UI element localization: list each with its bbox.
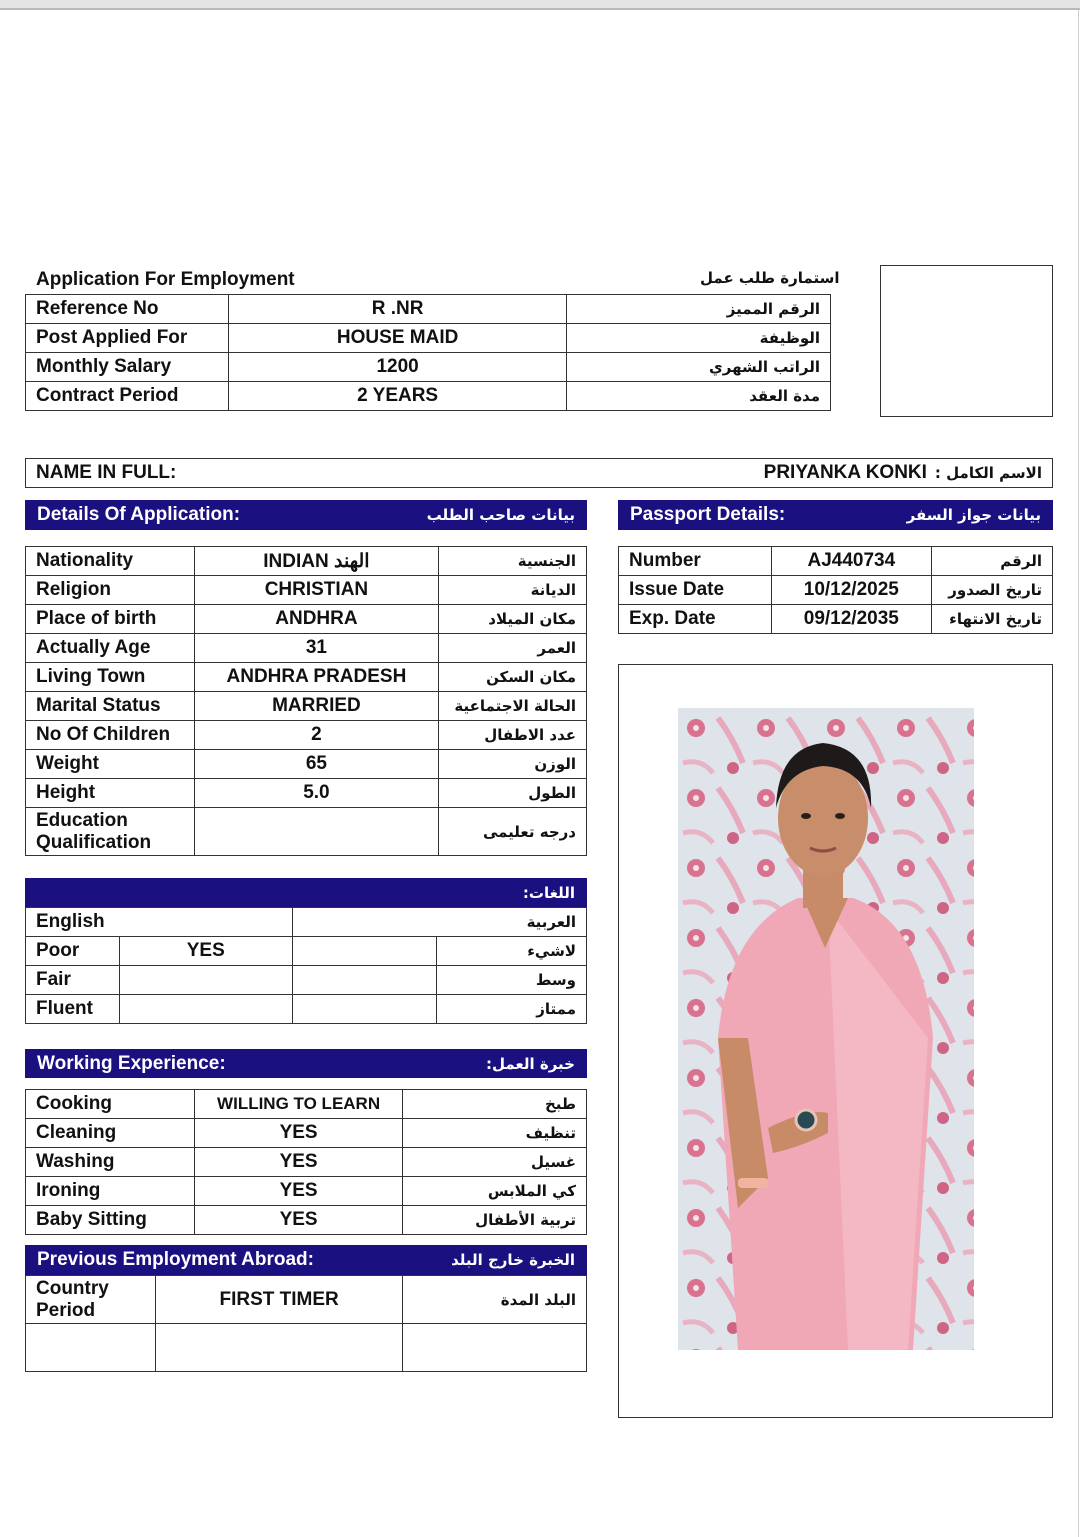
row-label-arabic: درجه تعليمى bbox=[439, 808, 587, 856]
row-label-arabic: الوظيفة bbox=[567, 324, 831, 353]
row-label-arabic: مكان الميلاد bbox=[439, 605, 587, 634]
arabic-value bbox=[292, 995, 437, 1024]
row-label-arabic: غسيل bbox=[403, 1148, 587, 1177]
photo-frame bbox=[618, 664, 1053, 1418]
languages-header-ar: اللغات: bbox=[522, 883, 575, 902]
table-row bbox=[619, 605, 1053, 634]
ironing-value: YES bbox=[194, 1177, 403, 1206]
row-label: Cooking bbox=[26, 1090, 195, 1119]
cleaning-value: YES bbox=[194, 1119, 403, 1148]
english-fair-value bbox=[119, 966, 292, 995]
row-label-arabic: لاشيء bbox=[437, 937, 587, 966]
viewer-top-bar bbox=[0, 0, 1080, 10]
row-label-arabic: الوزن bbox=[439, 750, 587, 779]
details-section-header bbox=[25, 500, 587, 530]
row-label: Fair bbox=[26, 966, 120, 995]
row-label: Post Applied For bbox=[26, 324, 229, 353]
table-row bbox=[26, 808, 587, 856]
row-label-arabic: الرقم المميز bbox=[567, 295, 831, 324]
photo-illustration bbox=[678, 708, 974, 1350]
passport-header-ar: بيانات جواز السفر bbox=[906, 506, 1041, 524]
row-label: Issue Date bbox=[619, 576, 772, 605]
form-title: Application For Employment bbox=[36, 269, 295, 290]
abroad-table bbox=[25, 1275, 587, 1372]
row-label: Baby Sitting bbox=[26, 1206, 195, 1235]
passport-number-value: AJ440734 bbox=[771, 547, 931, 576]
experience-table bbox=[25, 1089, 587, 1235]
row-label: Education Qualification bbox=[26, 808, 195, 856]
table-row bbox=[26, 779, 587, 808]
table-row bbox=[26, 353, 831, 382]
table-row bbox=[26, 605, 587, 634]
row-label: No Of Children bbox=[26, 721, 195, 750]
row-label: Living Town bbox=[26, 663, 195, 692]
row-label: Height bbox=[26, 779, 195, 808]
abroad-header-en: Previous Employment Abroad: bbox=[37, 1249, 314, 1270]
row-label-arabic: مدة العقد bbox=[567, 382, 831, 411]
row-label-arabic: مكان السكن bbox=[439, 663, 587, 692]
row-label-arabic: وسط bbox=[437, 966, 587, 995]
row-label: Washing bbox=[26, 1148, 195, 1177]
table-row bbox=[26, 576, 587, 605]
washing-value: YES bbox=[194, 1148, 403, 1177]
row-label: Place of birth bbox=[26, 605, 195, 634]
row-label: Weight bbox=[26, 750, 195, 779]
table-row bbox=[26, 1119, 587, 1148]
table-row bbox=[26, 1177, 587, 1206]
table-row bbox=[26, 1276, 587, 1324]
row-label: Monthly Salary bbox=[26, 353, 229, 382]
row-label-arabic: الطول bbox=[439, 779, 587, 808]
row-label-arabic: الراتب الشهري bbox=[567, 353, 831, 382]
row-label-arabic: الرقم bbox=[932, 547, 1053, 576]
row-label: Cleaning bbox=[26, 1119, 195, 1148]
education-value bbox=[194, 808, 438, 856]
reference-number-value: R .NR bbox=[228, 295, 566, 324]
row-label: Number bbox=[619, 547, 772, 576]
row-label: Exp. Date bbox=[619, 605, 772, 634]
empty-cell bbox=[26, 1324, 156, 1372]
age-value: 31 bbox=[194, 634, 438, 663]
row-label-arabic: العمر bbox=[439, 634, 587, 663]
abroad-section-header bbox=[25, 1245, 587, 1275]
country-period-label bbox=[26, 1276, 156, 1324]
arabic-value bbox=[292, 966, 437, 995]
english-label: English bbox=[26, 908, 293, 937]
arabic-value bbox=[292, 937, 437, 966]
children-count-value: 2 bbox=[194, 721, 438, 750]
row-label: Ironing bbox=[26, 1177, 195, 1206]
issue-date-value: 10/12/2025 bbox=[771, 576, 931, 605]
full-name-value: PRIYANKA KONKI bbox=[763, 462, 927, 483]
full-name-label-arabic: الاسم الكامل : bbox=[934, 464, 1042, 482]
row-label: Contract Period bbox=[26, 382, 229, 411]
height-value: 5.0 bbox=[194, 779, 438, 808]
full-name-row bbox=[25, 458, 1053, 488]
living-town-value: ANDHRA PRADESH bbox=[194, 663, 438, 692]
small-photo-placeholder bbox=[880, 265, 1053, 417]
table-row bbox=[26, 721, 587, 750]
full-name-label: NAME IN FULL: bbox=[36, 462, 177, 483]
row-label: Religion bbox=[26, 576, 195, 605]
row-label-arabic: طبخ bbox=[403, 1090, 587, 1119]
scrollbar-track[interactable] bbox=[1078, 10, 1079, 1537]
table-row bbox=[26, 663, 587, 692]
religion-value: CHRISTIAN bbox=[194, 576, 438, 605]
marital-status-value: MARRIED bbox=[194, 692, 438, 721]
abroad-value: FIRST TIMER bbox=[155, 1276, 403, 1324]
table-row bbox=[26, 324, 831, 353]
row-label-arabic: عدد الاطفال bbox=[439, 721, 587, 750]
table-row bbox=[26, 547, 587, 576]
weight-value: 65 bbox=[194, 750, 438, 779]
table-row bbox=[26, 1148, 587, 1177]
english-fluent-value bbox=[119, 995, 292, 1024]
details-header-en: Details Of Application: bbox=[37, 504, 241, 525]
row-label: Reference No bbox=[26, 295, 229, 324]
row-label-arabic: كي الملابس bbox=[403, 1177, 587, 1206]
table-row bbox=[26, 382, 831, 411]
row-label-arabic: تاريخ الانتهاء bbox=[932, 605, 1053, 634]
table-row bbox=[26, 295, 831, 324]
contract-period-value: 2 YEARS bbox=[228, 382, 566, 411]
nationality-value: INDIAN الهند bbox=[194, 547, 438, 576]
experience-header-ar: خبرة العمل: bbox=[485, 1054, 575, 1073]
employment-summary-table bbox=[25, 294, 831, 411]
table-row bbox=[26, 1324, 587, 1372]
row-label-arabic: تربية الأطفال bbox=[403, 1206, 587, 1235]
row-label-arabic: الجنسية bbox=[439, 547, 587, 576]
passport-details-table bbox=[618, 546, 1053, 634]
table-row bbox=[26, 908, 587, 937]
row-label-arabic: البلد المدة bbox=[403, 1276, 587, 1324]
baby-sitting-value: YES bbox=[194, 1206, 403, 1235]
passport-header-en: Passport Details: bbox=[630, 504, 786, 525]
details-header-ar: بيانات صاحب الطلب bbox=[426, 506, 575, 524]
row-label: Poor bbox=[26, 937, 120, 966]
empty-cell bbox=[155, 1324, 403, 1372]
table-row bbox=[619, 547, 1053, 576]
row-label-arabic: تنظيف bbox=[403, 1119, 587, 1148]
passport-section-header bbox=[618, 500, 1053, 530]
table-row bbox=[26, 966, 587, 995]
row-label: Fluent bbox=[26, 995, 120, 1024]
form-title-arabic: استمارة طلب عمل bbox=[700, 269, 840, 287]
monthly-salary-value: 1200 bbox=[228, 353, 566, 382]
applicant-photo bbox=[678, 708, 974, 1350]
row-label: Actually Age bbox=[26, 634, 195, 663]
table-row bbox=[26, 1206, 587, 1235]
table-row bbox=[26, 937, 587, 966]
table-row bbox=[26, 750, 587, 779]
abroad-header-ar: الخبرة خارج البلد bbox=[451, 1251, 575, 1269]
arabic-label: العربية bbox=[292, 908, 586, 937]
english-poor-value: YES bbox=[119, 937, 292, 966]
table-row bbox=[26, 1090, 587, 1119]
table-row bbox=[619, 576, 1053, 605]
cooking-value: WILLING TO LEARN bbox=[194, 1090, 403, 1119]
empty-cell bbox=[403, 1324, 587, 1372]
row-label-arabic: الديانة bbox=[439, 576, 587, 605]
experience-header-en: Working Experience: bbox=[37, 1052, 226, 1074]
country-label: Country bbox=[36, 1277, 109, 1299]
table-row bbox=[26, 692, 587, 721]
row-label-arabic: الحالة الاجتماعية bbox=[439, 692, 587, 721]
languages-section-header bbox=[25, 878, 587, 907]
full-name-group bbox=[764, 462, 1042, 484]
row-label-arabic: ممتاز bbox=[437, 995, 587, 1024]
period-label: Period bbox=[36, 1299, 96, 1321]
table-row bbox=[26, 995, 587, 1024]
row-label: Marital Status bbox=[26, 692, 195, 721]
row-label: Nationality bbox=[26, 547, 195, 576]
applicant-details-table bbox=[25, 546, 587, 856]
place-of-birth-value: ANDHRA bbox=[194, 605, 438, 634]
expiry-date-value: 09/12/2035 bbox=[771, 605, 931, 634]
table-row bbox=[26, 634, 587, 663]
post-applied-value: HOUSE MAID bbox=[228, 324, 566, 353]
experience-section-header bbox=[25, 1049, 587, 1078]
row-label-arabic: تاريخ الصدور bbox=[932, 576, 1053, 605]
languages-table bbox=[25, 907, 587, 1024]
